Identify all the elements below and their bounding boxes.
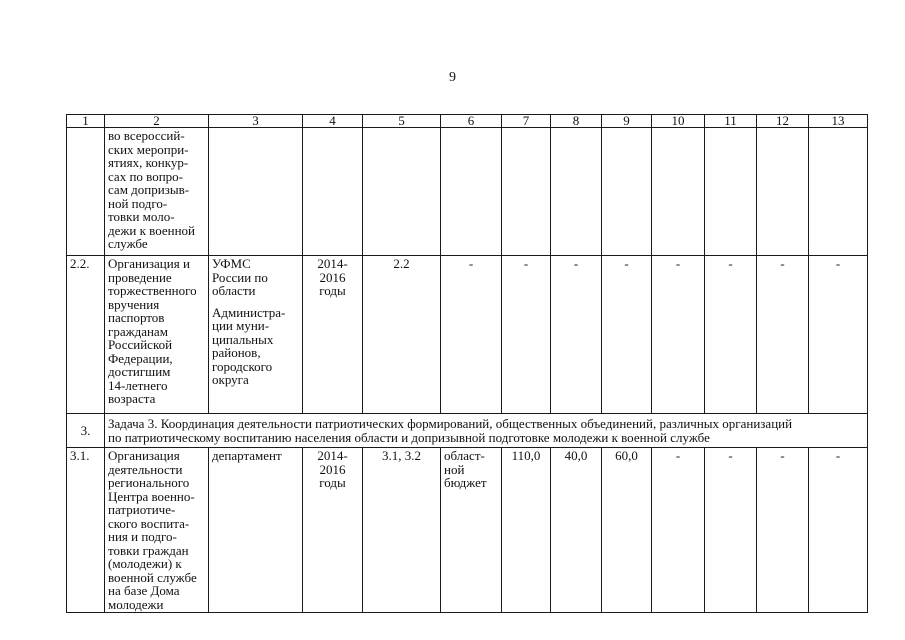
col-header-8: 8	[551, 115, 602, 128]
col-header-2: 2	[105, 115, 209, 128]
activity-name-cell: Организация и проведение торжественного вручения паспортов гражданам Российской Федерации, достигшим 14-летнего возраста	[105, 256, 209, 414]
table-row-2-2	[67, 256, 868, 414]
col-header-9: 9	[602, 115, 652, 128]
col-header-7: 7	[502, 115, 551, 128]
row-number-cell	[67, 128, 105, 256]
row-number-cell: 3.1.	[67, 448, 105, 613]
col-header-4: 4	[303, 115, 363, 128]
col-header-10: 10	[652, 115, 705, 128]
column-number-row	[67, 115, 868, 128]
indicator-cell: 3.1, 3.2	[363, 448, 441, 613]
table-row-3-1	[67, 448, 868, 613]
amount-cell: -	[809, 448, 868, 613]
task-title-cell: Задача 3. Координация деятельности патриотических формирований, общественных объединений, различных организаций по патриотическому воспитанию населения области и допризывной подготовке молодежи к военной службе	[105, 414, 868, 448]
source-cell	[441, 128, 502, 256]
activity-name-cell: во всероссий- ских меропри- ятиях, конкур- сах по вопро- сам допризыв- ной подго- товки моло- дежи к военной службе	[105, 128, 209, 256]
col-header-6: 6	[441, 115, 502, 128]
executor-cell: УФМС России по области Администра- ции муни- ципальных районов, городского округа	[209, 256, 303, 414]
col-header-5: 5	[363, 115, 441, 128]
indicator-cell: 2.2	[363, 256, 441, 414]
page-number: 9	[449, 70, 456, 85]
col-header-3: 3	[209, 115, 303, 128]
col-header-1: 1	[67, 115, 105, 128]
amount-cell: -	[705, 256, 757, 414]
amount-cell: 110,0	[502, 448, 551, 613]
col-header-11: 11	[705, 115, 757, 128]
amount-cell: -	[502, 256, 551, 414]
amount-cell: -	[809, 256, 868, 414]
amount-cell: -	[602, 256, 652, 414]
executor-cell	[209, 128, 303, 256]
indicator-cell	[363, 128, 441, 256]
col-header-12: 12	[757, 115, 809, 128]
period-cell: 2014- 2016 годы	[303, 256, 363, 414]
amount-cell: -	[652, 448, 705, 613]
amount-cell: 40,0	[551, 448, 602, 613]
amount-cell: -	[757, 256, 809, 414]
row-number-cell: 2.2.	[67, 256, 105, 414]
amount-cell: -	[757, 448, 809, 613]
table-row-continuation	[67, 128, 868, 256]
amount-cell: -	[551, 256, 602, 414]
amount-cell: -	[705, 448, 757, 613]
amount-cell: -	[652, 256, 705, 414]
amount-cell: 60,0	[602, 448, 652, 613]
source-cell: област- ной бюджет	[441, 448, 502, 613]
col-header-13: 13	[809, 115, 868, 128]
row-number-cell: 3.	[67, 414, 105, 448]
activity-name-cell: Организация деятельности регионального Центра военно- патриотиче- ского воспита- ния и подго- товки граждан (молодежи) к военной службе на базе Дома молодежи	[105, 448, 209, 613]
period-cell: 2014- 2016 годы	[303, 448, 363, 613]
source-cell: -	[441, 256, 502, 414]
executor-cell: департамент	[209, 448, 303, 613]
program-table	[66, 114, 868, 613]
table-row-task-3	[67, 414, 868, 448]
period-cell	[303, 128, 363, 256]
